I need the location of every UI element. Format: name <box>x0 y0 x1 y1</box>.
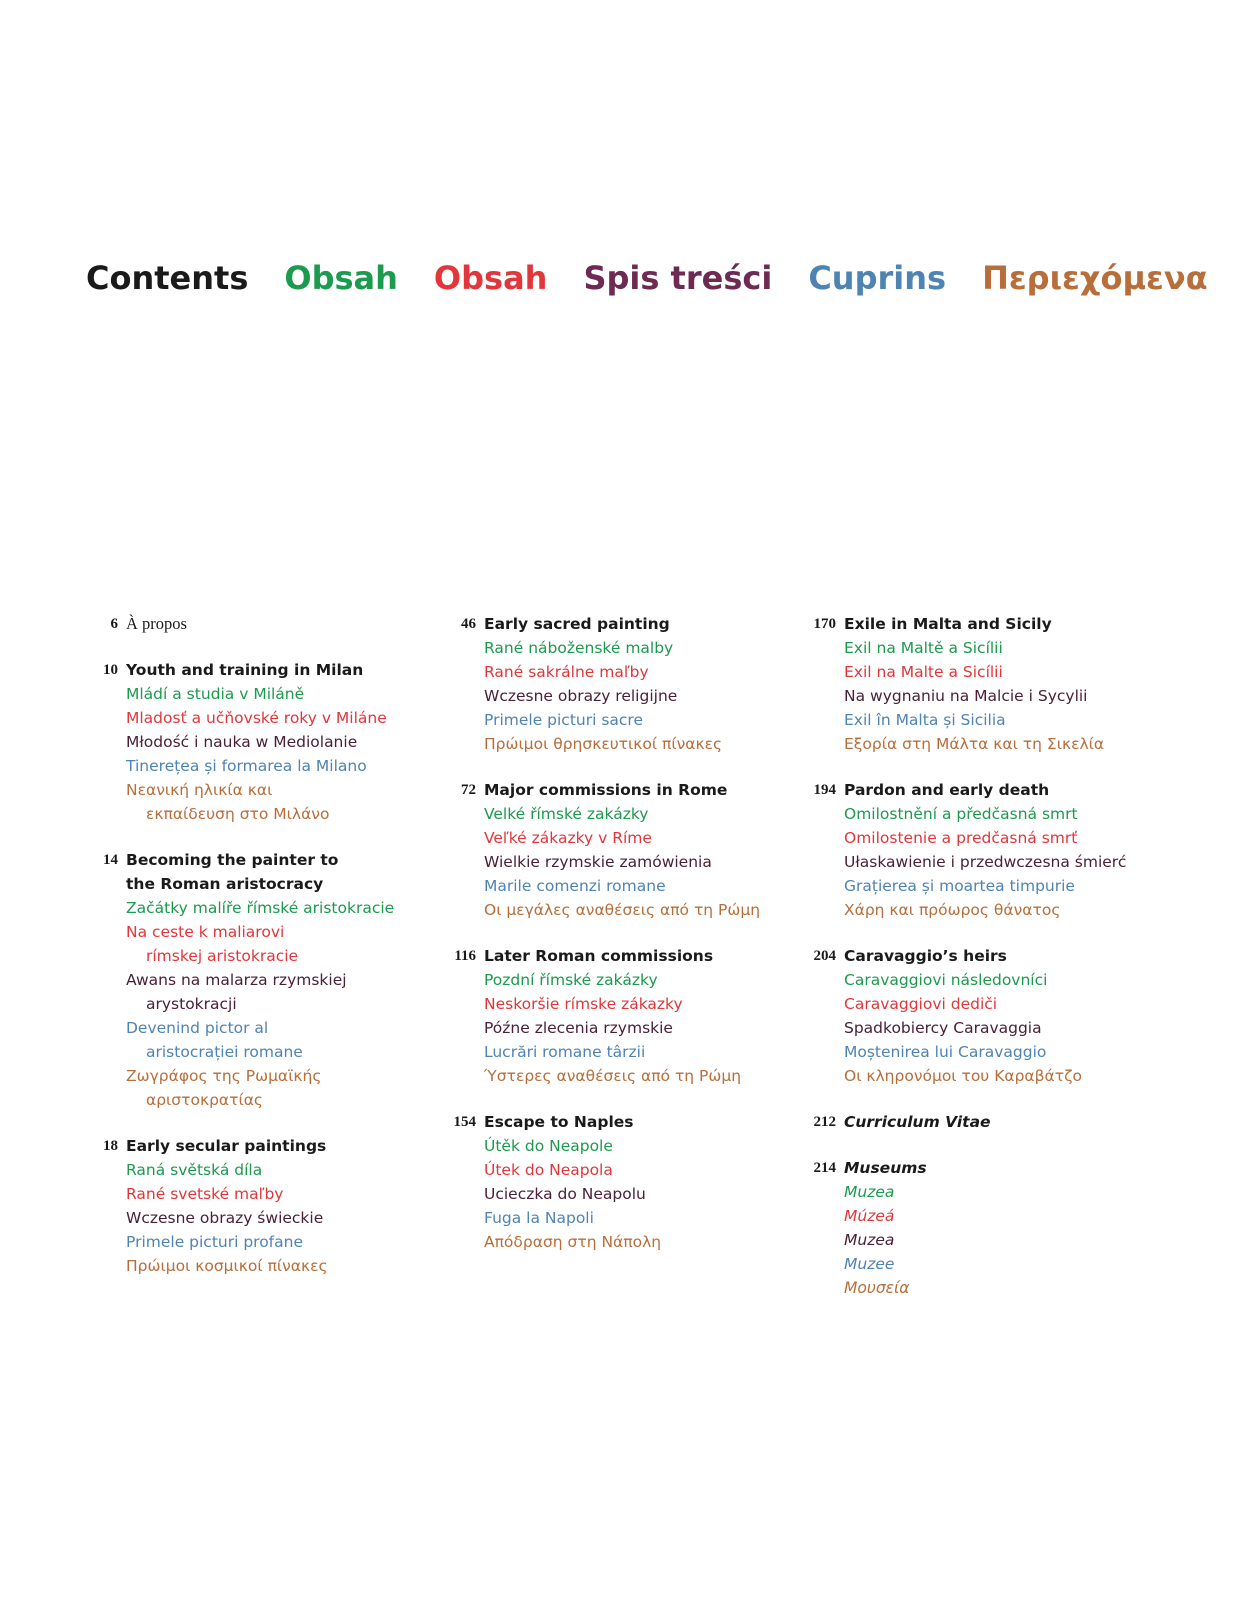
translated-title <box>126 1064 394 1112</box>
translated-title <box>126 1254 394 1278</box>
translated-title-line: Moștenirea lui Caravaggio <box>844 1043 1047 1061</box>
chapter-heading <box>484 1110 634 1134</box>
translated-title-line: Ucieczka do Neapolu <box>484 1185 646 1203</box>
translated-title-line: Mládí a studia v Miláně <box>126 685 305 703</box>
page-number: 194 <box>813 782 836 798</box>
translated-title-line: Młodość i nauka w Mediolanie <box>126 733 358 751</box>
translated-title-line: Útěk do Neapole <box>484 1137 613 1155</box>
page-number: 214 <box>813 1160 836 1176</box>
translated-title <box>844 1064 1126 1088</box>
chapter-heading <box>484 944 713 968</box>
translated-title <box>484 732 760 756</box>
translated-title <box>484 992 760 1016</box>
translated-title <box>126 730 394 754</box>
page-number: 46 <box>461 616 476 632</box>
translated-title <box>844 1276 1126 1300</box>
translated-title-line: Na ceste k maliarovi <box>126 923 285 941</box>
chapter-heading-line: À propos <box>126 614 187 633</box>
translated-title <box>844 898 1126 922</box>
translated-title <box>844 802 1126 826</box>
toc-entry[interactable] <box>444 944 760 1088</box>
contents-title-row <box>86 258 1208 298</box>
translated-title <box>844 1252 1126 1276</box>
translated-title <box>484 826 760 850</box>
translated-title-line: Rané svetské maľby <box>126 1185 284 1203</box>
page-number: 18 <box>103 1138 118 1154</box>
translated-title-line: Marile comenzi romane <box>484 877 666 895</box>
translated-title-line: Ułaskawienie i przedwczesna śmierć <box>844 853 1127 871</box>
translated-title-line: Velké římské zakázky <box>484 805 649 823</box>
translated-title-line: Późne zlecenia rzymskie <box>484 1019 673 1037</box>
translated-title-line: Νεανική ηλικία και <box>126 781 273 799</box>
translated-title-line: Exil na Malte a Sicílii <box>844 663 1003 681</box>
translated-title <box>844 1204 1126 1228</box>
translated-title <box>844 826 1126 850</box>
translated-title <box>484 968 760 992</box>
translated-title <box>126 706 394 730</box>
translated-title <box>844 968 1126 992</box>
translated-title-line: Na wygnaniu na Malcie i Sycylii <box>844 687 1088 705</box>
translated-title <box>484 1158 760 1182</box>
translated-title-line: Muzea <box>844 1231 895 1249</box>
translated-title-line: Wczesne obrazy religijne <box>484 687 678 705</box>
translated-title-line: Exil în Malta și Sicilia <box>844 711 1006 729</box>
translated-title-line: Χάρη και πρόωρος θάνατος <box>844 901 1061 919</box>
translated-title-line: Raná světská díla <box>126 1161 263 1179</box>
translated-title <box>484 660 760 684</box>
translated-title-line: Πρώιμοι κοσμικοί πίνακες <box>126 1257 328 1275</box>
translated-title <box>126 778 394 826</box>
chapter-heading-line: Museums <box>844 1159 927 1177</box>
translated-title <box>484 684 760 708</box>
translated-title <box>844 992 1126 1016</box>
translated-title <box>484 1134 760 1158</box>
translated-title-line: εκπαίδευση στο Μιλάνο <box>146 805 330 823</box>
translated-title-line: Primele picturi sacre <box>484 711 643 729</box>
toc-entry[interactable] <box>444 612 760 756</box>
chapter-heading <box>484 612 670 636</box>
translated-title-line: Devenind pictor al <box>126 1019 269 1037</box>
translated-title <box>844 1016 1126 1040</box>
translated-title <box>484 850 760 874</box>
translated-title <box>126 754 394 778</box>
toc-entry[interactable] <box>804 1110 1126 1134</box>
chapter-heading-line: the Roman aristocracy <box>126 875 324 893</box>
translated-title <box>484 1064 760 1088</box>
translated-title-line: Caravaggiovi následovníci <box>844 971 1048 989</box>
translated-title <box>844 874 1126 898</box>
chapter-heading-line: Curriculum Vitae <box>844 1113 991 1131</box>
translated-title-line: Οι μεγάλες αναθέσεις από τη Ρώμη <box>484 901 761 919</box>
translated-title <box>484 708 760 732</box>
translated-title <box>844 684 1126 708</box>
chapter-heading-line: Early secular paintings <box>126 1137 327 1155</box>
translated-title-line: Οι κληρονόμοι του Καραβάτζο <box>844 1067 1082 1085</box>
contents-title-1: Obsah <box>284 259 398 297</box>
chapter-heading <box>844 1156 927 1180</box>
toc-entry[interactable] <box>86 612 394 636</box>
translated-title-line: Απόδραση στη Νάπολη <box>484 1233 662 1251</box>
toc-entry[interactable] <box>804 778 1126 922</box>
translated-title-line: Začátky malíře římské aristokracie <box>126 899 395 917</box>
translated-title-line: Spadkobiercy Caravaggia <box>844 1019 1042 1037</box>
toc-entry[interactable] <box>804 1156 1126 1300</box>
translated-title <box>844 660 1126 684</box>
page-number: 170 <box>813 616 836 632</box>
translated-title-line: Πρώιμοι θρησκευτικοί πίνακες <box>484 735 723 753</box>
translated-title <box>484 1016 760 1040</box>
translated-title-line: Múzeá <box>844 1207 895 1225</box>
translated-title <box>844 636 1126 660</box>
page-number: 154 <box>453 1114 476 1130</box>
toc-column-2 <box>444 612 760 1276</box>
translated-title-line: Wielkie rzymskie zamówienia <box>484 853 712 871</box>
translated-title-line: Pozdní římské zakázky <box>484 971 658 989</box>
toc-entry[interactable] <box>444 1110 760 1254</box>
translated-title <box>484 636 760 660</box>
chapter-heading-line: Escape to Naples <box>484 1113 634 1131</box>
page-number: 6 <box>110 616 118 632</box>
contents-title-0: Contents <box>86 259 249 297</box>
translated-title <box>844 1040 1126 1064</box>
translated-title-line: rímskej aristokracie <box>146 947 299 965</box>
translated-title-line: Rané sakrálne maľby <box>484 663 649 681</box>
chapter-heading-line: Exile in Malta and Sicily <box>844 615 1052 633</box>
translated-title <box>844 850 1126 874</box>
translated-title-line: Mladosť a učňovské roky v Miláne <box>126 709 387 727</box>
translated-title <box>844 708 1126 732</box>
translated-title-line: Neskoršie rímske zákazky <box>484 995 683 1013</box>
translated-title <box>484 1206 760 1230</box>
translated-title <box>484 802 760 826</box>
contents-title-4: Cuprins <box>808 259 947 297</box>
translated-title-line: Lucrări romane târzii <box>484 1043 646 1061</box>
chapter-heading <box>126 658 363 682</box>
chapter-heading-line: Major commissions in Rome <box>484 781 728 799</box>
translated-title <box>484 898 760 922</box>
chapter-heading <box>844 778 1049 802</box>
translated-title <box>126 1206 394 1230</box>
translated-title-line: Εξορία στη Μάλτα και τη Σικελία <box>844 735 1105 753</box>
translated-title <box>844 1180 1126 1204</box>
translated-title-line: Fuga la Napoli <box>484 1209 594 1227</box>
page-number: 14 <box>103 852 118 868</box>
page-number: 204 <box>813 948 836 964</box>
chapter-heading-line: Caravaggio’s heirs <box>844 947 1007 965</box>
translated-title <box>126 896 394 920</box>
chapter-heading <box>484 778 727 802</box>
translated-title-line: Muzee <box>844 1255 895 1273</box>
chapter-heading-line: Early sacred painting <box>484 615 670 633</box>
translated-title <box>844 1228 1126 1252</box>
page-number: 72 <box>461 782 476 798</box>
translated-title <box>126 1182 394 1206</box>
translated-title <box>126 682 394 706</box>
translated-title <box>484 1182 760 1206</box>
translated-title-line: arystokracji <box>146 995 237 1013</box>
translated-title <box>126 1230 394 1254</box>
toc-entry[interactable] <box>804 944 1126 1088</box>
translated-title <box>126 1158 394 1182</box>
chapter-heading-line: Pardon and early death <box>844 781 1050 799</box>
chapter-heading <box>844 1110 991 1134</box>
contents-title-5: Περιεχόμενα <box>982 259 1208 297</box>
translated-title-line: Awans na malarza rzymskiej <box>126 971 347 989</box>
translated-title-line: αριστοκρατίας <box>146 1091 264 1109</box>
translated-title-line: Caravaggiovi dediči <box>844 995 998 1013</box>
translated-title-line: Μουσεία <box>844 1279 910 1297</box>
chapter-heading <box>126 1134 326 1158</box>
contents-title-2: Obsah <box>433 259 548 297</box>
translated-title-line: Rané náboženské malby <box>484 639 674 657</box>
translated-title <box>126 920 394 968</box>
translated-title-line: Grațierea și moartea timpurie <box>844 877 1075 895</box>
translated-title-line: Omilostenie a predčasná smrť <box>844 829 1078 847</box>
toc-column-3 <box>804 612 1126 1322</box>
translated-title-line: Tinerețea și formarea la Milano <box>126 757 367 775</box>
toc-column-1 <box>86 612 394 1300</box>
chapter-heading <box>126 612 187 636</box>
translated-title-line: Wczesne obrazy świeckie <box>126 1209 324 1227</box>
page-number: 10 <box>103 662 118 678</box>
translated-title <box>126 1016 394 1064</box>
contents-title-3: Spis treści <box>583 259 773 297</box>
chapter-heading-line: Youth and training in Milan <box>126 661 364 679</box>
translated-title-line: Ζωγράφος της Ρωμαϊκής <box>126 1067 322 1085</box>
toc-entry[interactable] <box>444 778 760 922</box>
translated-title-line: Primele picturi profane <box>126 1233 304 1251</box>
translated-title <box>484 1230 760 1254</box>
translated-title-line: Ύστερες αναθέσεις από τη Ρώμη <box>484 1067 742 1085</box>
page-number: 212 <box>813 1114 836 1130</box>
translated-title-line: Muzea <box>844 1183 895 1201</box>
translated-title <box>844 732 1126 756</box>
toc-entry[interactable] <box>86 658 394 826</box>
chapter-heading-line: Later Roman commissions <box>484 947 714 965</box>
chapter-heading-line: Becoming the painter to <box>126 851 339 869</box>
translated-title-line: Veľké zákazky v Ríme <box>484 829 652 847</box>
translated-title-line: aristocrației romane <box>146 1043 303 1061</box>
toc-entry[interactable] <box>86 848 394 1112</box>
toc-entry[interactable] <box>804 612 1126 756</box>
translated-title-line: Útek do Neapola <box>484 1161 613 1179</box>
translated-title <box>126 968 394 1016</box>
chapter-heading <box>126 848 338 896</box>
translated-title-line: Exil na Maltě a Sicílii <box>844 639 1003 657</box>
toc-entry[interactable] <box>86 1134 394 1278</box>
translated-title <box>484 1040 760 1064</box>
translated-title <box>484 874 760 898</box>
chapter-heading <box>844 612 1052 636</box>
chapter-heading <box>844 944 1007 968</box>
translated-title-line: Omilostnění a předčasná smrt <box>844 805 1078 823</box>
page-number: 116 <box>454 948 476 964</box>
